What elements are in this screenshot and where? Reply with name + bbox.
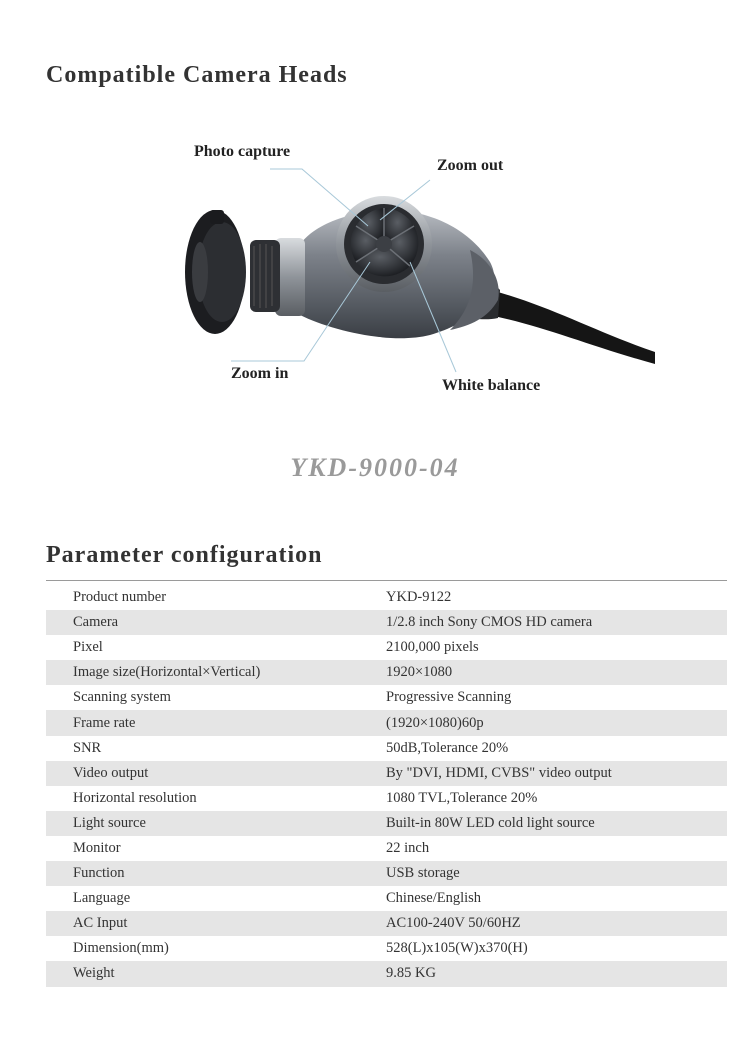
section-divider <box>46 580 727 581</box>
param-value: 2100,000 pixels <box>386 639 479 656</box>
param-value: 50dB,Tolerance 20% <box>386 739 509 756</box>
model-number: YKD-9000-04 <box>290 453 460 482</box>
param-key: Dimension(mm) <box>73 940 169 957</box>
table-row <box>46 961 727 986</box>
table-row <box>46 585 727 610</box>
callout-white-balance: White balance <box>442 377 541 394</box>
table-row <box>46 610 727 635</box>
param-key: Scanning system <box>73 689 171 706</box>
param-key: AC Input <box>46 911 386 936</box>
callout-zoom-out: Zoom out <box>437 157 504 174</box>
param-value: 1920×1080 <box>386 660 727 685</box>
param-key: Monitor <box>73 839 121 856</box>
table-row <box>46 836 727 861</box>
table-row <box>46 786 727 811</box>
table-row <box>46 736 727 761</box>
table-row <box>46 936 727 961</box>
param-key: Horizontal resolution <box>73 789 197 806</box>
param-value: (1920×1080)60p <box>386 710 727 735</box>
callout-zoom-in: Zoom in <box>231 365 289 382</box>
param-key: Function <box>46 861 386 886</box>
param-key: Product number <box>73 589 167 606</box>
param-value: 1/2.8 inch Sony CMOS HD camera <box>386 610 727 635</box>
camera-head-illustration <box>0 0 750 520</box>
param-value: 9.85 KG <box>386 961 727 986</box>
param-value: 1080 TVL,Tolerance 20% <box>386 789 538 806</box>
param-value: AC100-240V 50/60HZ <box>386 911 727 936</box>
table-row <box>46 911 727 936</box>
parameter-table <box>46 585 727 987</box>
param-value: Progressive Scanning <box>386 689 512 706</box>
table-row <box>46 710 727 735</box>
section-title-camera-heads: Compatible Camera Heads <box>46 62 348 88</box>
param-key: SNR <box>73 739 102 756</box>
param-value: 528(L)x105(W)x370(H) <box>386 940 528 957</box>
param-value: Built-in 80W LED cold light source <box>386 811 727 836</box>
callout-photo-capture: Photo capture <box>194 143 291 160</box>
param-value: USB storage <box>386 861 727 886</box>
param-key: Camera <box>46 610 386 635</box>
param-key: Video output <box>46 761 386 786</box>
param-key: Language <box>73 890 131 907</box>
param-key: Light source <box>46 811 386 836</box>
param-key: Frame rate <box>46 710 386 735</box>
param-value: By "DVI, HDMI, CVBS" video output <box>386 761 727 786</box>
table-row <box>46 660 727 685</box>
table-row <box>46 685 727 710</box>
section-title-parameters: Parameter configuration <box>46 542 323 568</box>
table-row <box>46 761 727 786</box>
table-row <box>46 811 727 836</box>
table-row <box>46 635 727 660</box>
table-row <box>46 861 727 886</box>
table-row <box>46 886 727 911</box>
param-key: Image size(Horizontal×Vertical) <box>46 660 386 685</box>
param-value: Chinese/English <box>386 890 482 907</box>
param-value: YKD-9122 <box>386 589 452 606</box>
param-key: Pixel <box>73 639 103 656</box>
param-key: Weight <box>46 961 386 986</box>
param-value: 22 inch <box>386 839 430 856</box>
